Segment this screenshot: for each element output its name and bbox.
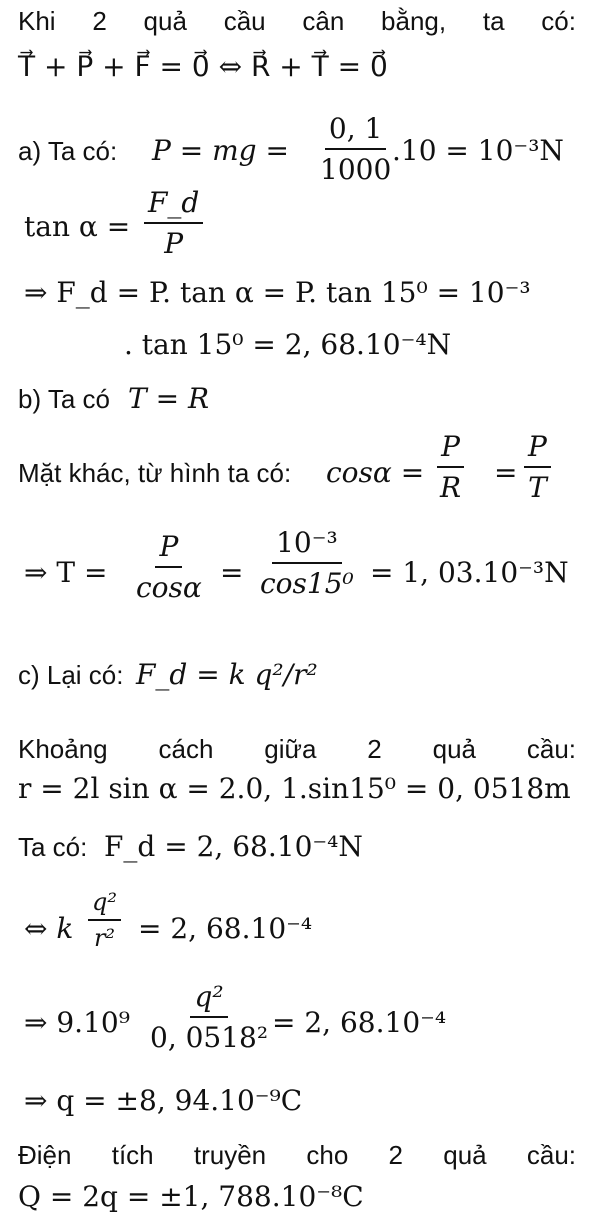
mat-khac-text: Mặt khác, từ hình ta có: [18,458,292,488]
t-eq-lhs: ⇒ T = [24,556,108,589]
t-fraction-1-num: P [155,530,182,568]
q2-over-r2-fraction [88,888,121,952]
numeric-fraction-den: 0, 0518² [150,1021,269,1054]
equals-sign: = [494,456,518,489]
cos-fraction-1-num: P [437,430,464,468]
part-b-label: b) Ta có [18,384,111,414]
charge-transfer-text: Điện tích truyền cho 2 quả cầu: [18,1140,576,1170]
part-a-eq1-numerator: 0, 1 [325,112,386,150]
part-a-eq1-fraction [316,112,395,186]
equiv-line [24,912,73,945]
equals-sign-2: = [220,556,244,589]
cos-fraction-1 [436,430,465,504]
fd-derivation-line: ⇒ F_d = P. tan α = P. tan 15⁰ = 10⁻³ [24,276,531,309]
intro-text: Khi 2 quả cầu cân bằng, ta có: [18,6,576,36]
cos-alpha-lhs: cosα = [326,456,425,489]
t-fraction-2 [256,526,358,600]
coulomb-eq [136,658,318,691]
numeric-fraction [146,980,272,1054]
fd-value: F_d = 2, 68.10⁻⁴N [104,830,363,863]
equiv-k: k [56,912,74,945]
numeric-fraction-num: q² [190,980,227,1018]
vector-equation [18,50,388,83]
fd-result-line: . tan 15⁰ = 2, 68.10⁻⁴N [124,328,452,361]
t-eq-rhs: = 1, 03.10⁻³N [370,556,569,589]
vector-equation-text: T⃗ + P⃗ + F⃗ = 0⃗ ⇔ R⃗ + T⃗ = 0⃗ [18,50,388,83]
part-a-eq1-rhs: .10 = 10⁻³N [392,134,564,167]
cos-fraction-1-den: R [440,471,462,504]
cos-fraction-2 [524,430,551,504]
tan-alpha-numerator: F_d [144,186,203,224]
part-a-label: a) Ta có: [18,136,118,166]
t-fraction-1 [132,530,206,604]
equiv-icon: ⇔ [24,912,57,945]
q2-num: q² [88,888,121,921]
tan-alpha-denominator: P [164,227,184,260]
part-c-label: c) Lại có: [18,660,124,690]
equiv-rhs: = 2, 68.10⁻⁴ [138,912,313,945]
t-fraction-2-num: 10⁻³ [272,526,342,564]
cos-fraction-2-num: P [524,430,551,468]
distance-text: Khoảng cách giữa 2 quả cầu: [18,734,576,764]
numeric-line-rhs: = 2, 68.10⁻⁴ [272,1006,447,1039]
coulomb-eq-text: F_d = k q²/r² [136,658,318,691]
q-result: ⇒ q = ±8, 94.10⁻⁹C [24,1084,303,1117]
t-fraction-2-den: cos15⁰ [260,567,354,600]
r2-den: r² [93,924,116,952]
tan-alpha-fraction [144,186,203,260]
numeric-line-lhs: ⇒ 9.10⁹ [24,1006,130,1039]
distance-equation: r = 2l sin α = 2.0, 1.sin15⁰ = 0, 0518m [18,772,571,805]
cos-fraction-2-den: T [528,471,547,504]
part-a-eq1-lhs: P = mg = [152,134,289,167]
tan-alpha-lhs: tan α = [24,210,131,243]
Q-result: Q = 2q = ±1, 788.10⁻⁸C [18,1180,364,1213]
part-a-eq1-denominator: 1000 [320,153,392,186]
t-fraction-1-den: cosα [136,571,202,604]
part-b-eq: T = R [128,382,210,415]
ta-co-label: Ta có: [18,832,88,862]
